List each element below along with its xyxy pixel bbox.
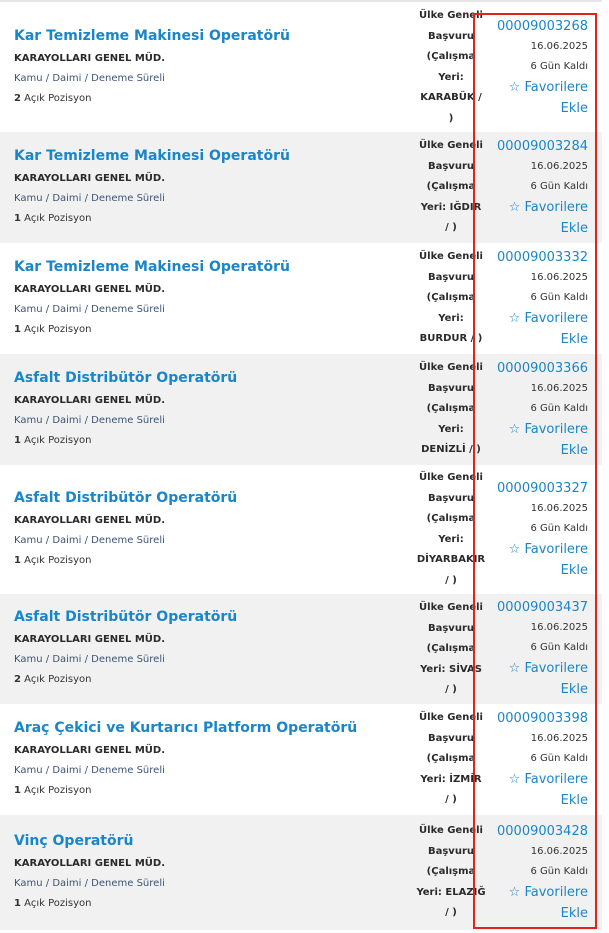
listing-code-link[interactable]: 00009003398: [497, 711, 588, 726]
open-positions-count: 1: [14, 898, 21, 909]
work-location-line: (Çalışma: [426, 753, 476, 764]
work-location-line: Yeri: İZMİR: [420, 773, 482, 785]
open-positions-label: Açık Pozisyon: [24, 324, 92, 335]
work-location-line: Başvuru: [427, 271, 474, 283]
favorites-label: Favorilere: [524, 200, 588, 215]
add-to-favorites-button[interactable]: [468, 308, 588, 350]
days-left: 6 Gün Kaldı: [530, 403, 588, 414]
employer-name: KARAYOLLARI GENEL MÜD.: [14, 395, 166, 406]
listing-code-link[interactable]: 00009003437: [497, 600, 588, 615]
employment-type: Kamu / Daimi / Deneme Süreli: [14, 304, 165, 315]
open-positions-count: 2: [14, 93, 21, 104]
job-listing-row[interactable]: [0, 594, 602, 704]
star-outline-icon: ☆: [508, 661, 521, 676]
favorites-label-add: Ekle: [560, 221, 588, 236]
open-positions: [14, 323, 402, 336]
work-location-line: (Çalışma: [426, 866, 476, 877]
job-listing-row[interactable]: [0, 243, 602, 354]
employer-name: KARAYOLLARI GENEL MÜD.: [14, 284, 166, 295]
employment-type: Kamu / Daimi / Deneme Süreli: [14, 73, 165, 84]
open-positions: [14, 434, 402, 447]
open-positions-count: 1: [14, 435, 21, 446]
favorites-label: Favorilere: [524, 661, 588, 676]
work-location-line: Başvuru: [427, 160, 474, 172]
star-outline-icon: ☆: [508, 80, 521, 95]
work-location-line: / ): [445, 222, 457, 233]
work-location-line: DENİZLİ / ): [421, 444, 481, 455]
open-positions: [14, 673, 402, 686]
work-location-line: Yeri:: [438, 423, 464, 435]
work-location-line: Ülke Geneli: [419, 712, 483, 723]
work-location-line: (Çalışma: [426, 643, 476, 654]
work-location-line: / ): [445, 907, 457, 918]
favorites-label: Favorilere: [524, 885, 588, 900]
employment-type: Kamu / Daimi / Deneme Süreli: [14, 765, 165, 776]
deadline-date: 16.06.2025: [530, 272, 588, 283]
favorites-label-add: Ekle: [560, 332, 588, 347]
open-positions: [14, 554, 402, 567]
work-location-line: (Çalışma: [426, 403, 476, 414]
job-listing-row[interactable]: [0, 354, 602, 465]
job-title-link[interactable]: Asfalt Distribütör Operatörü: [14, 609, 238, 625]
work-location-line: (Çalışma: [426, 51, 476, 62]
deadline-date: 16.06.2025: [530, 733, 588, 744]
work-location-line: Ülke Geneli: [419, 140, 483, 151]
deadline-date: 16.06.2025: [530, 503, 588, 514]
job-title-link[interactable]: Asfalt Distribütör Operatörü: [14, 490, 238, 506]
add-to-favorites-button[interactable]: [468, 539, 588, 581]
add-to-favorites-button[interactable]: [468, 658, 588, 700]
job-listing-row[interactable]: [0, 465, 602, 594]
work-location-line: (Çalışma: [426, 513, 476, 524]
employment-type: Kamu / Daimi / Deneme Süreli: [14, 193, 165, 204]
job-title-link[interactable]: Kar Temizleme Makinesi Operatörü: [14, 28, 290, 44]
open-positions-label: Açık Pozisyon: [24, 785, 92, 796]
job-title-link[interactable]: Vinç Operatörü: [14, 833, 134, 849]
listing-code-link[interactable]: 00009003428: [497, 824, 588, 839]
deadline-date: 16.06.2025: [530, 41, 588, 52]
days-left: 6 Gün Kaldı: [530, 61, 588, 72]
work-location-line: / ): [445, 794, 457, 805]
work-location-line: Ülke Geneli: [419, 251, 483, 262]
open-positions-count: 1: [14, 324, 21, 335]
listing-code-link[interactable]: 00009003332: [497, 250, 588, 265]
favorites-label-add: Ekle: [560, 101, 588, 116]
employer-name: KARAYOLLARI GENEL MÜD.: [14, 858, 166, 869]
job-listing-row[interactable]: [0, 132, 602, 243]
favorites-label: Favorilere: [524, 311, 588, 326]
days-left: 6 Gün Kaldı: [530, 753, 588, 764]
star-outline-icon: ☆: [508, 885, 521, 900]
employer-name: KARAYOLLARI GENEL MÜD.: [14, 173, 166, 184]
work-location-line: (Çalışma: [426, 181, 476, 192]
work-location-line: Başvuru: [427, 845, 474, 857]
favorites-label: Favorilere: [524, 772, 588, 787]
work-location-line: / ): [445, 574, 457, 586]
favorites-label-add: Ekle: [560, 793, 588, 808]
star-outline-icon: ☆: [508, 422, 521, 437]
employer-name: KARAYOLLARI GENEL MÜD.: [14, 515, 166, 526]
top-divider: [0, 0, 602, 2]
work-location-line: Ülke Geneli: [419, 10, 483, 21]
work-location-line: Başvuru: [427, 30, 474, 42]
work-location-line: Ülke Geneli: [419, 472, 483, 483]
employer-name: KARAYOLLARI GENEL MÜD.: [14, 745, 166, 756]
employment-type: Kamu / Daimi / Deneme Süreli: [14, 415, 165, 426]
add-to-favorites-button[interactable]: [468, 882, 588, 924]
listing-code-link[interactable]: 00009003268: [497, 19, 588, 34]
listing-code-link[interactable]: 00009003284: [497, 139, 588, 154]
days-left: 6 Gün Kaldı: [530, 642, 588, 653]
open-positions-count: 1: [14, 555, 21, 566]
work-location-line: Başvuru: [427, 492, 474, 504]
days-left: 6 Gün Kaldı: [530, 292, 588, 303]
work-location-line: Yeri:: [438, 533, 464, 545]
job-listing-row[interactable]: [0, 704, 602, 815]
open-positions: [14, 784, 402, 797]
open-positions-label: Açık Pozisyon: [24, 898, 92, 909]
work-location-line: Yeri: SİVAS: [420, 663, 482, 675]
work-location-line: (Çalışma: [426, 292, 476, 303]
star-outline-icon: ☆: [508, 542, 521, 557]
deadline-date: 16.06.2025: [530, 383, 588, 394]
favorites-label-add: Ekle: [560, 563, 588, 578]
add-to-favorites-button[interactable]: [468, 769, 588, 811]
open-positions-count: 1: [14, 213, 21, 224]
open-positions-label: Açık Pozisyon: [24, 674, 92, 685]
add-to-favorites-button[interactable]: [468, 419, 588, 461]
open-positions-count: 2: [14, 674, 21, 685]
work-location-line: Yeri:: [438, 312, 464, 324]
favorites-label: Favorilere: [524, 80, 588, 95]
work-location-line: Ülke Geneli: [419, 602, 483, 613]
favorites-label-add: Ekle: [560, 682, 588, 697]
employment-type: Kamu / Daimi / Deneme Süreli: [14, 878, 165, 889]
favorites-label: Favorilere: [524, 422, 588, 437]
open-positions-label: Açık Pozisyon: [24, 213, 92, 224]
star-outline-icon: ☆: [508, 772, 521, 787]
work-location-line: Ülke Geneli: [419, 362, 483, 373]
job-title-link[interactable]: Kar Temizleme Makinesi Operatörü: [14, 259, 290, 275]
deadline-date: 16.06.2025: [530, 846, 588, 857]
favorites-label-add: Ekle: [560, 443, 588, 458]
open-positions-count: 1: [14, 785, 21, 796]
job-title-link[interactable]: Asfalt Distribütör Operatörü: [14, 370, 238, 386]
add-to-favorites-button[interactable]: [468, 77, 588, 119]
work-location-line: Yeri: ELAZIĞ: [416, 886, 486, 898]
work-location-line: DİYARBAKIR: [416, 554, 486, 565]
favorites-label: Favorilere: [524, 542, 588, 557]
employment-type: Kamu / Daimi / Deneme Süreli: [14, 535, 165, 546]
job-title-link[interactable]: Kar Temizleme Makinesi Operatörü: [14, 148, 290, 164]
open-positions-label: Açık Pozisyon: [24, 435, 92, 446]
open-positions: [14, 92, 402, 105]
work-location-line: ): [448, 112, 454, 124]
days-left: 6 Gün Kaldı: [530, 181, 588, 192]
deadline-date: 16.06.2025: [530, 161, 588, 172]
employment-type: Kamu / Daimi / Deneme Süreli: [14, 654, 165, 665]
add-to-favorites-button[interactable]: [468, 197, 588, 239]
work-location-line: Ülke Geneli: [419, 825, 483, 836]
work-location-line: BURDUR / ): [419, 333, 483, 344]
listing-code-link[interactable]: 00009003327: [497, 481, 588, 496]
favorites-label-add: Ekle: [560, 906, 588, 921]
employer-name: KARAYOLLARI GENEL MÜD.: [14, 53, 166, 64]
days-left: 6 Gün Kaldı: [530, 523, 588, 534]
work-location-line: Başvuru: [427, 732, 474, 744]
job-listing-row[interactable]: [0, 3, 602, 132]
days-left: 6 Gün Kaldı: [530, 866, 588, 877]
work-location-line: Yeri: IĞDIR: [420, 201, 482, 213]
open-positions-label: Açık Pozisyon: [24, 93, 92, 104]
work-location-line: / ): [445, 684, 457, 695]
job-listing-row[interactable]: [0, 815, 602, 930]
work-location-line: Başvuru: [427, 382, 474, 394]
listing-code-link[interactable]: 00009003366: [497, 361, 588, 376]
open-positions: [14, 212, 402, 225]
work-location-line: KARABÜK /: [420, 92, 482, 103]
open-positions-label: Açık Pozisyon: [24, 555, 92, 566]
work-location-line: Başvuru: [427, 622, 474, 634]
star-outline-icon: ☆: [508, 311, 521, 326]
deadline-date: 16.06.2025: [530, 622, 588, 633]
employer-name: KARAYOLLARI GENEL MÜD.: [14, 634, 166, 645]
work-location-line: Yeri:: [438, 71, 464, 83]
open-positions: [14, 897, 402, 910]
job-title-link[interactable]: Araç Çekici ve Kurtarıcı Platform Operatörü: [14, 720, 358, 736]
star-outline-icon: ☆: [508, 200, 521, 215]
